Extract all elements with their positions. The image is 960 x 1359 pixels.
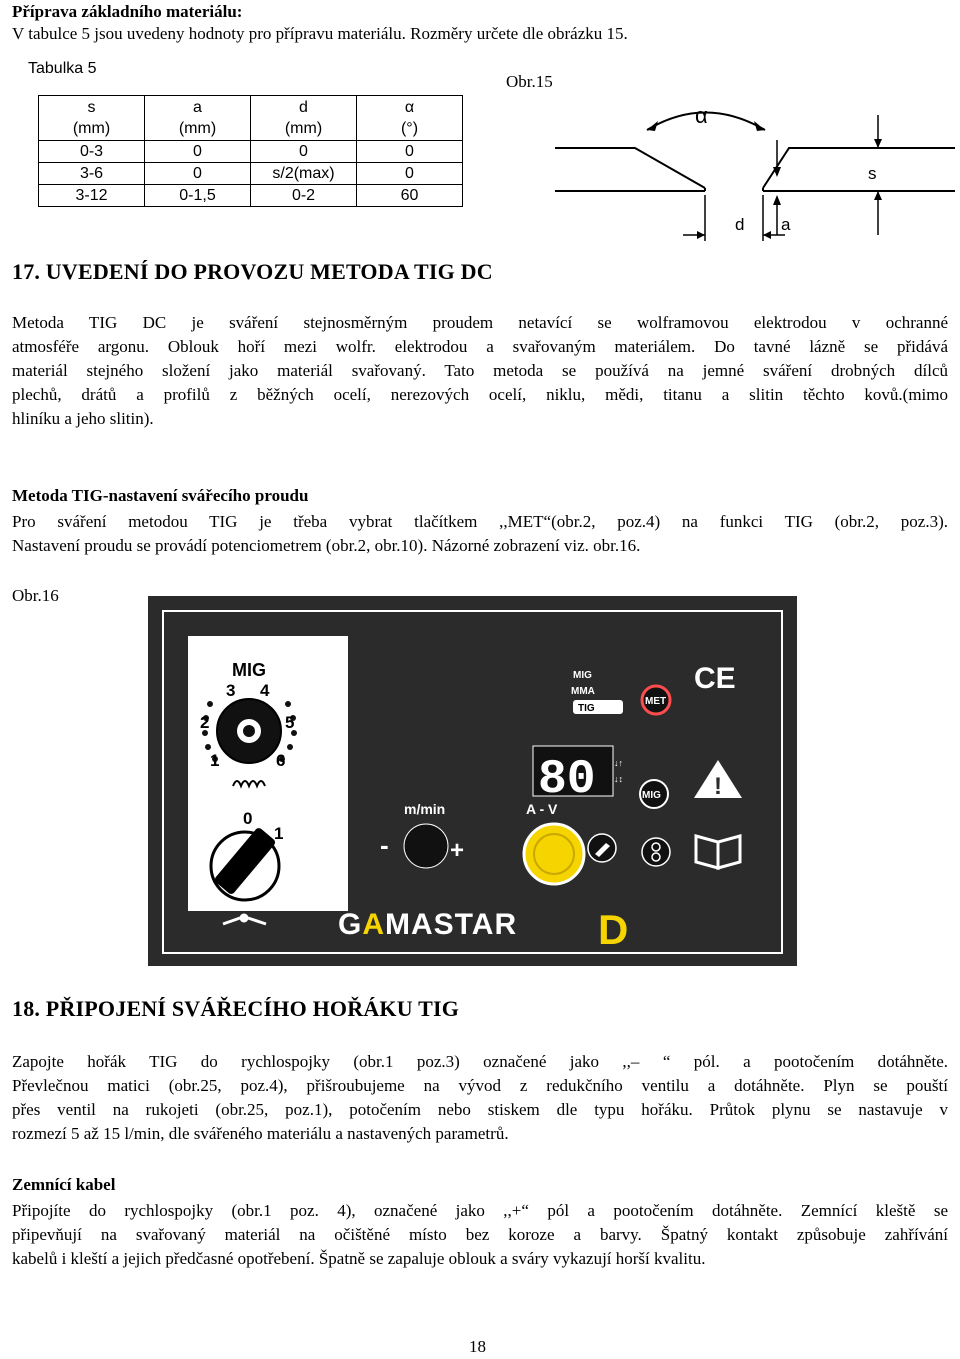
display-value: 80 xyxy=(538,753,596,807)
paragraph-line: Připojíte do rychlospojky (obr.1 poz. 4), označené jako ,,+“ pól a pootočením dotáhněte. Zemnící kleště se xyxy=(12,1201,948,1220)
intro-text: V tabulce 5 jsou uvedeny hodnoty pro přípravu materiálu. Rozměry určete dle obrázku 15. xyxy=(12,24,628,43)
section-17-body xyxy=(12,311,948,431)
section-title-material-prep: Příprava základního materiálu: xyxy=(12,2,243,21)
trigger-mode-icon: ↓↕ xyxy=(614,774,623,784)
brand-logo: GAMASTAR xyxy=(338,908,518,941)
section-18-body xyxy=(12,1050,948,1146)
ground-cable-heading: Zemnící kabel xyxy=(12,1175,116,1194)
wire-speed-knob[interactable] xyxy=(404,824,448,868)
table-header-cell: a (mm) xyxy=(145,96,251,141)
mig-title: MIG xyxy=(232,660,266,680)
section-18-heading: 18. PŘIPOJENÍ SVÁŘECÍHO HOŘÁKU TIG xyxy=(12,996,460,1021)
d-label: d xyxy=(735,215,745,234)
table-cell: 0-1,5 xyxy=(145,185,251,207)
brand-suffix: D xyxy=(598,906,629,953)
tig-setting-body xyxy=(12,510,948,558)
paragraph-line: atmosféře argonu. Oblouk hoří mezi wolfr. elektrodou a svařovaným materiálem. Do tavné lázně se přidává xyxy=(12,337,948,356)
table-header-cell: s (mm) xyxy=(39,96,145,141)
ce-mark: CE xyxy=(694,662,736,695)
paragraph-line: rozmezí 5 až 15 l/min, dle svářeného materiálu a nastavených parametrů. xyxy=(12,1124,509,1143)
dial-number: 2 xyxy=(200,713,210,732)
plus-sign: + xyxy=(450,837,465,864)
section-17-heading: 17. UVEDENÍ DO PROVOZU METODA TIG DC xyxy=(12,259,493,284)
paragraph-line: přes ventil na rukojeti (obr.25, poz.1), potočením nebo stiskem dle typu hořáku. Průtok plynu se nastavuje v xyxy=(12,1100,948,1119)
s-label: s xyxy=(868,164,877,183)
alpha-label: α xyxy=(695,103,708,128)
dial-number: 5 xyxy=(285,713,295,732)
table-5 xyxy=(38,95,463,207)
paragraph-line: Zapojte hořák TIG do rychlospojky (obr.1 poz.3) označené jako ,,– “ pól. a pootočením dotáhněte. xyxy=(12,1052,948,1071)
table-cell: s/2(max) xyxy=(251,163,357,185)
table-header-row xyxy=(39,96,463,141)
paragraph-line: Metoda TIG DC je sváření stejnosměrným proudem netavící se wolframovou elektrodou v ochranné xyxy=(12,313,948,332)
table-row xyxy=(39,185,463,207)
plug-icon xyxy=(223,915,266,924)
mode-label-mma: MMA xyxy=(571,686,595,697)
dial-number: 3 xyxy=(226,681,236,700)
table-cell: 3-12 xyxy=(39,185,145,207)
mode-label-mig: MIG xyxy=(573,670,592,681)
page-number: 18 xyxy=(469,1337,486,1356)
table-header-cell: α (°) xyxy=(357,96,463,141)
paragraph-line: Převlečnou matici (obr.25, poz.4), přišroubujeme na vývod z redukčního ventilu a dotáhněte. Plyn se pouští xyxy=(12,1076,948,1095)
paragraph-line: materiál stejného složení jako materiál svařovaný. Tato metoda se používá na jemné sváření drobných dílců xyxy=(12,361,948,380)
manual-book-icon xyxy=(696,836,740,868)
trigger-mode-icon: ↓↑ xyxy=(614,758,623,768)
table-caption: Tabulka 5 xyxy=(28,60,97,77)
svg-text:!: ! xyxy=(714,773,722,800)
table-header-cell: d (mm) xyxy=(251,96,357,141)
table-cell: 0 xyxy=(357,141,463,163)
minus-sign: - xyxy=(380,830,389,860)
dial-number: 6 xyxy=(276,751,286,770)
switch-number: 1 xyxy=(274,824,284,843)
table-cell: 0-3 xyxy=(39,141,145,163)
table-cell: 0 xyxy=(145,163,251,185)
table-row xyxy=(39,163,463,185)
paragraph-line: Nastavení proudu se provádí potenciometrem (obr.2, obr.10). Názorné zobrazení viz. obr.16. xyxy=(12,536,641,555)
paragraph-line: připevňují na svařovaný materiál na očištěné místo bez koroze a barvy. Špatný kontakt způsobuje zahřívání xyxy=(12,1225,948,1244)
table-cell: 3-6 xyxy=(39,163,145,185)
table-row xyxy=(39,141,463,163)
paragraph-line: plechů, drátů a profilů z běžných ocelí, nerezových ocelí, niklu, mědi, titanu a slitin těchto kovů.(mimo xyxy=(12,385,948,404)
control-panel-graphic xyxy=(148,596,797,966)
welder-control-panel xyxy=(148,596,797,966)
met-button-label: MET xyxy=(645,696,667,707)
figure-16-caption: Obr.16 xyxy=(12,586,59,605)
paragraph-line: hliníku a jeho slitin). xyxy=(12,409,154,428)
current-voltage-label: A - V xyxy=(526,801,558,817)
dial-number: 1 xyxy=(210,751,220,770)
a-label: a xyxy=(781,215,791,234)
table-cell: 0-2 xyxy=(251,185,357,207)
figure-15-caption: Obr.15 xyxy=(506,72,553,91)
ground-cable-body xyxy=(12,1199,948,1271)
paragraph-line: Pro sváření metodou TIG je třeba vybrat tlačítkem ,,MET“(obr.2, poz.4) na funkci TIG (obr.2, poz.3). xyxy=(12,512,948,531)
table-cell: 0 xyxy=(251,141,357,163)
tig-setting-heading: Metoda TIG-nastavení svářecího proudu xyxy=(12,486,309,505)
table-cell: 60 xyxy=(357,185,463,207)
dial-number: 4 xyxy=(260,681,270,700)
mig-button-label: MIG xyxy=(642,790,661,801)
wire-speed-label: m/min xyxy=(404,801,446,817)
switch-number: 0 xyxy=(243,809,253,828)
paragraph-line: kabelů i kleští a jejich předčasné opotřebení. Špatně se zapaluje oblouk a sváry vykazují horší kvalitu. xyxy=(12,1249,706,1268)
mode-label-tig: TIG xyxy=(578,703,595,714)
weld-joint-diagram xyxy=(555,95,955,245)
table-cell: 0 xyxy=(145,141,251,163)
table-cell: 0 xyxy=(357,163,463,185)
